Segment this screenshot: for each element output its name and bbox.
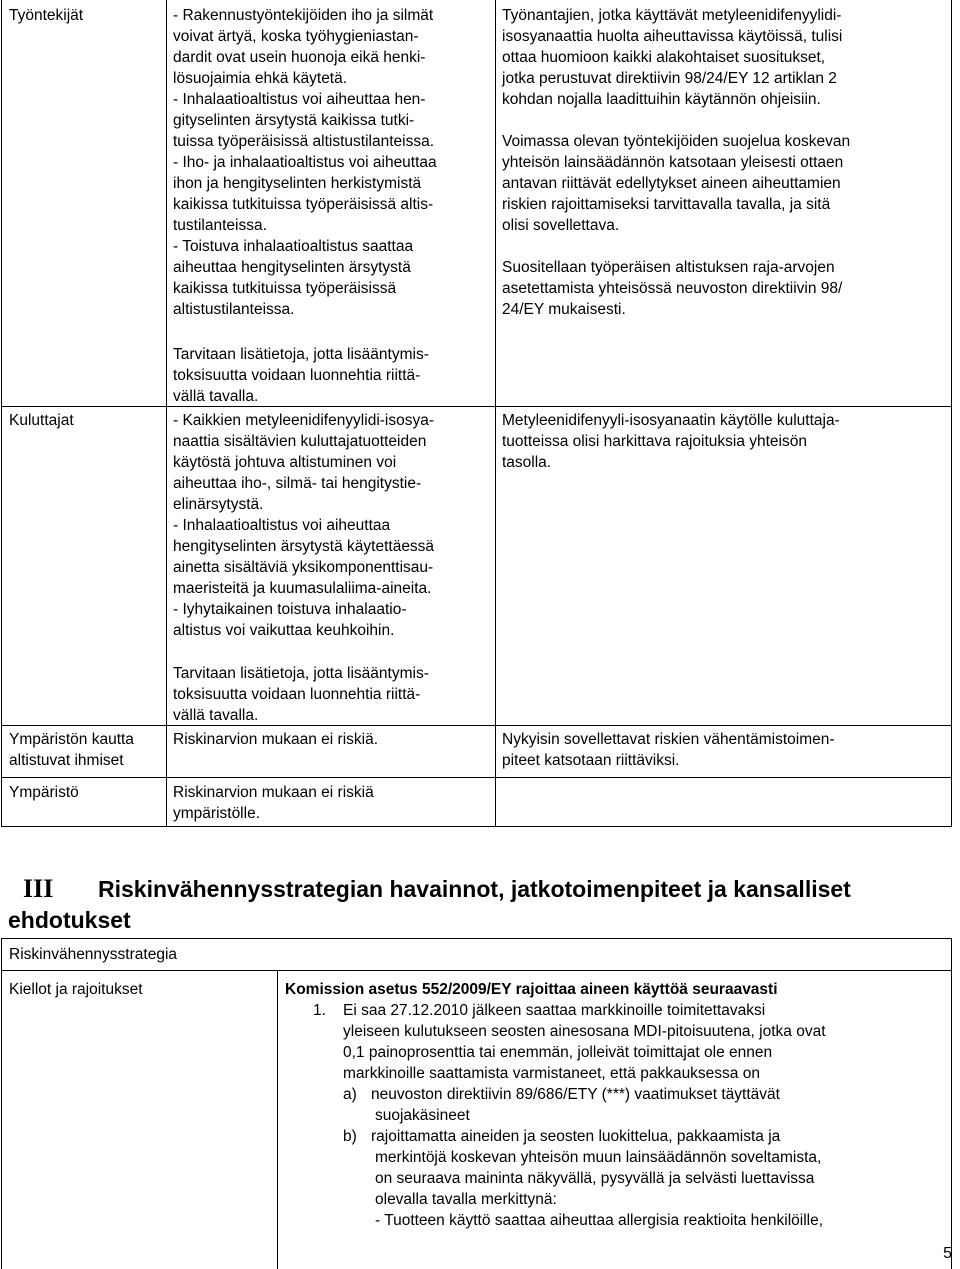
table1-divider-1 [166, 0, 167, 826]
sub-b-label: b) [343, 1128, 357, 1145]
section-title-line2: ehdotukset [8, 907, 131, 933]
sub-b-line2: merkintöjä koskevan yhteisön muun lainsäädännön soveltamista, [375, 1149, 822, 1166]
workers-effects: - Rakennustyöntekijöiden iho ja silmät voivat ärtyä, koska työhygieniastan- dardit ovat usein huonoja eikä henki- lösuojaimia ehkä käytetä. - Inhalaatioaltistus voi aiheuttaa hen- gityselinten ärsytystä kaikissa tutki- tuissa työperäisissä altistustilanteissa. - Iho- ja inhalaatioaltistus voi aiheuttaa ihon ja hengityselinten herkistymistä kaikissa tutkituissa työperäisissä altis- tustilanteissa. - Toistuva inhalaatioaltistus saattaa aiheuttaa hengityselinten ärsytystä kaikissa tutkituissa työperäisissä altistustilanteissa. [173, 7, 437, 318]
sub-a-line2: suojakäsineet [375, 1107, 470, 1124]
category-env-humans: Ympäristön kautta altistuvat ihmiset [9, 731, 134, 769]
table1-border-left [1, 0, 2, 826]
env-humans-conclusion: Nykyisin sovellettavat riskien vähentämistoimen- piteet katsotaan riittäviksi. [502, 731, 835, 769]
table2-border-right [951, 938, 952, 1269]
environment-effects: Riskinarvion mukaan ei riskiä ympäristölle. [173, 784, 374, 822]
consumers-effects: - Kaikkien metyleenidifenyylidi-isosya- naattia sisältävien kuluttajatuotteiden käytöstä johtuva altistuminen voi aiheuttaa iho-, silmä- tai hengitystie- elinärsytystä. - Inhalaatioaltistus voi aiheuttaa hengityselinten ärsytystä käytettäessä ainetta sisältäviä yksikomponenttisau- maeristeitä ja kuumasulaliima-aineita. - Iyhytaikainen toistuva inhalaatio- altistus voi vaikuttaa keuhkoihin. [173, 412, 435, 639]
category-workers: Työntekijät [9, 7, 84, 24]
section-heading [8, 873, 953, 936]
row-divider-env-humans [1, 725, 952, 726]
sub-b-line1: rajoittamatta aineiden ja seosten luokittelua, pakkaamista ja [371, 1128, 781, 1145]
restriction-heading: Komission asetus 552/2009/EY rajoittaa aineen käyttöä seuraavasti [285, 981, 778, 998]
table1-divider-2 [495, 0, 496, 826]
sub-b-line3: on seuraava maininta näkyvällä, pysyvällä ja selvästi luettavissa [375, 1170, 815, 1187]
table2-border-top [1, 938, 952, 939]
env-humans-pre-note: Tarvitaan lisätietoja, jotta lisääntymis- toksisuutta voidaan luonnehtia riittä- vällä tavalla. [173, 665, 429, 724]
page-number: 5 [943, 1245, 952, 1262]
consumers-pre-note: Tarvitaan lisätietoja, jotta lisääntymis- toksisuutta voidaan luonnehtia riittä- vällä tavalla. [173, 346, 429, 405]
consumers-conclusion: Metyleenidifenyyli-isosyanaatin käytölle kuluttaja- tuotteissa olisi harkittava rajoituksia yhteisön tasolla. [502, 412, 840, 471]
category-consumers: Kuluttajat [9, 412, 74, 429]
table1-border-right [951, 0, 952, 826]
table2-row-label: Kiellot ja rajoitukset [9, 981, 143, 998]
table1-border-bottom [1, 826, 952, 827]
item1-number: 1. [313, 1002, 326, 1019]
item1-line4: markkinoille saattamista varmistaneet, että pakkauksessa on [343, 1065, 760, 1082]
table2-header: Riskinvähennysstrategia [9, 946, 178, 963]
item1-line3: 0,1 painoprosenttia tai enemmän, jolleivät toimittajat ole ennen [343, 1044, 773, 1061]
restriction-content [285, 979, 945, 1231]
section-title-line1: Riskinvähennysstrategian havainnot, jatkotoimenpiteet ja kansalliset [98, 876, 851, 902]
sub-a-line1: neuvoston direktiivin 89/686/ETY (***) vaatimukset täyttävät [371, 1086, 780, 1103]
row-divider-environment [1, 777, 952, 778]
table2-border-left [1, 938, 2, 1269]
sub-b-line5: - Tuotteen käyttö saattaa aiheuttaa allergisia reaktioita henkilöille, [375, 1212, 824, 1229]
sub-a-label: a) [343, 1086, 357, 1103]
section-number: III [23, 874, 54, 903]
row-divider-consumers [1, 406, 952, 407]
category-environment: Ympäristö [9, 784, 79, 801]
table2-divider [277, 970, 278, 1269]
workers-conclusion: Työnantajien, jotka käyttävät metyleenidifenyylidi- isosyanaattia huolta aiheuttavissa käytöissä, tulisi ottaa huomioon kaikki alakohtaiset suositukset, jotka perustuvat direktiivin 98/24/EY 12 artiklan 2 kohdan nojalla laadittuihin käytännön ohjeisiin. Voimassa olevan työntekijöiden suojelua koskevan yhteisön lainsäädännön katsotaan yleisesti ottaen antavan riittävät edellytykset aineen aiheuttamien riskien rajoittamiseksi tarvittavalla tavalla, ja sitä olisi sovellettava. Suositellaan työperäisen altistuksen raja-arvojen asetettamista yhteisössä neuvoston direktiivin 98/ 24/EY mukaisesti. [502, 7, 851, 318]
env-humans-effects: Riskinarvion mukaan ei riskiä. [173, 731, 379, 748]
item1-line2: yleiseen kulutukseen seosten ainesosana MDI-pitoisuutena, jotka ovat [343, 1023, 826, 1040]
table2-header-divider [1, 970, 952, 971]
sub-b-line4: olevalla tavalla merkittynä: [375, 1191, 557, 1208]
item1-line1: Ei saa 27.12.2010 jälkeen saattaa markkinoille toimitettavaksi [343, 1002, 766, 1019]
